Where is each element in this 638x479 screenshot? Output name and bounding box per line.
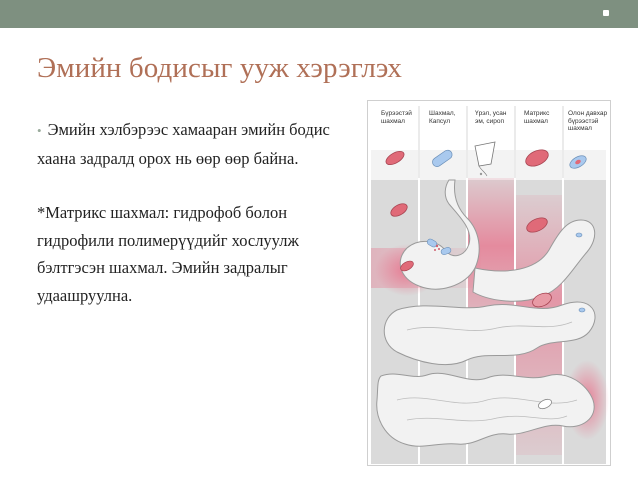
multilayer-tablet-mid <box>576 233 582 237</box>
paragraph-2: *Матрикс шахмал: гидрофоб болон гидрофили полимерүүдийг хослуулж бэлтгэсэн шахмал. Эмийн задралыг удаашруулна. <box>37 203 299 305</box>
gi-tract-diagram <box>367 100 611 466</box>
bullet-icon: • <box>37 123 42 138</box>
multilayer-tablet-low <box>579 308 585 312</box>
column-header-matrix: Матрикс шахмал <box>524 110 550 125</box>
column-header-capsule: Шахмал, Капсул <box>429 110 456 125</box>
drug-release-figure <box>367 100 611 466</box>
slide-title: Эмийн бодисыг ууж хэрэглэх <box>37 52 402 84</box>
corner-marker <box>603 10 609 16</box>
column-header-pellets: Үрэл, усан эм, сироп <box>475 110 507 125</box>
paragraph-1: • Эмийн хэлбэрээс хамааран эмийн бодис хаана задралд орох нь өөр өөр байна. <box>37 120 330 168</box>
top-bar <box>0 0 638 28</box>
column-header-coated: Бүрээстэй шахмал <box>381 110 412 125</box>
slide-body <box>37 116 362 309</box>
column-header-multilayer: Олон давхар бүрээстэй шахмал <box>568 110 608 132</box>
